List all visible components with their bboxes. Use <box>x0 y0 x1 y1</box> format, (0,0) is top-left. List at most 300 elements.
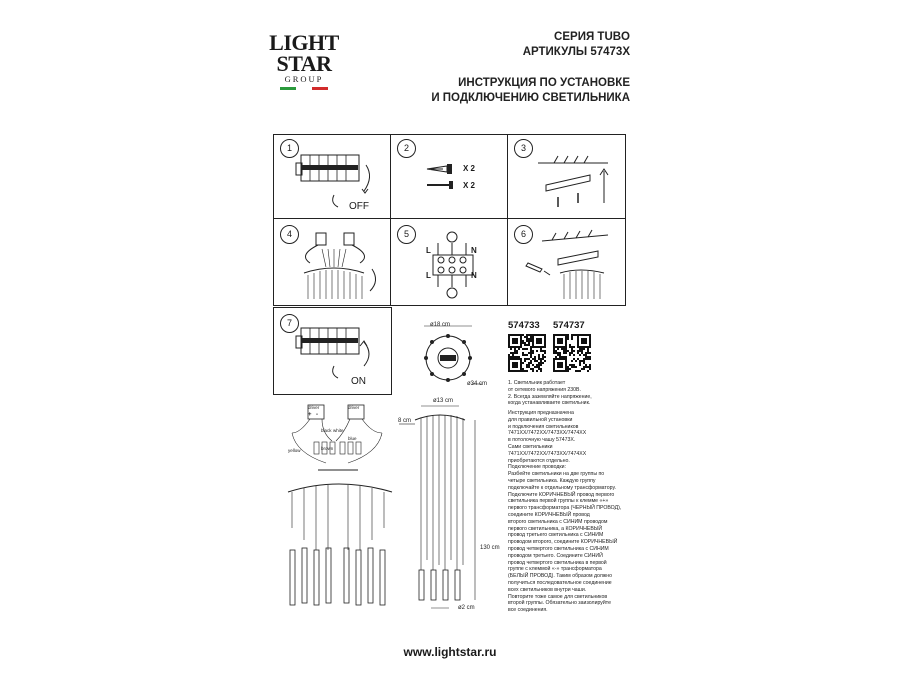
qr-module <box>540 342 542 344</box>
qr-module <box>516 362 518 364</box>
qr-module <box>587 356 589 358</box>
qr-module <box>520 370 522 372</box>
qr-module <box>520 346 522 348</box>
qr-module <box>536 370 538 372</box>
qr-module <box>538 368 540 370</box>
qr-module <box>581 360 583 362</box>
qr-module <box>538 340 540 342</box>
qr-module <box>530 350 532 352</box>
qr-module <box>583 358 585 360</box>
qr-module <box>520 340 522 342</box>
qr-module <box>561 342 563 344</box>
qr-module <box>577 336 579 338</box>
qr-module <box>536 338 538 340</box>
qr-module <box>571 334 573 336</box>
qr-module <box>540 358 542 360</box>
qr-module <box>532 370 534 372</box>
qr-module <box>553 368 555 370</box>
qr-module <box>520 342 522 344</box>
qr-module <box>573 346 575 348</box>
qr-module <box>522 340 524 342</box>
instruction-line: первого трансформатора (ЧЕРНЫЙ ПРОВОД), <box>508 505 622 512</box>
note-line: 1. Светильник работает <box>508 380 566 386</box>
qr-module <box>561 356 563 358</box>
qr-module <box>520 336 522 338</box>
qr-module <box>565 362 567 364</box>
qr-module <box>524 344 526 346</box>
qr-module <box>581 350 583 352</box>
qr-module <box>544 338 546 340</box>
series-title: СЕРИЯ TUBO <box>554 31 630 43</box>
qr-module <box>577 352 579 354</box>
qr-module <box>528 364 530 366</box>
qr-module <box>512 358 514 360</box>
qr-module <box>569 364 571 366</box>
qr-module <box>565 342 567 344</box>
qr-module <box>538 356 540 358</box>
qr-module <box>520 368 522 370</box>
qr-module <box>575 366 577 368</box>
qr-module <box>518 358 520 360</box>
qr-module <box>508 338 510 340</box>
qr-module <box>514 364 516 366</box>
qr-module <box>528 342 530 344</box>
qr-module <box>565 366 567 368</box>
qr-module <box>540 370 542 372</box>
qr-module <box>518 370 520 372</box>
qr-module <box>508 336 510 338</box>
qr-module <box>516 346 518 348</box>
canopy-diameter: ø18 cm <box>430 322 451 328</box>
qr-module <box>577 370 579 372</box>
qr-module <box>587 352 589 354</box>
qr-module <box>563 350 565 352</box>
qr-module <box>544 334 546 336</box>
qr-module <box>573 366 575 368</box>
instruction-line: и подключения светильников <box>508 423 579 430</box>
wire-brown-label: brown <box>321 446 334 451</box>
qr-module <box>532 344 534 346</box>
qr-module <box>565 334 567 336</box>
qr-module <box>536 340 538 342</box>
qr-module <box>530 360 532 362</box>
qr-module <box>581 346 583 348</box>
instruction-line: проводом третьего. Соедините СИНИЙ <box>508 552 603 559</box>
qr-module <box>571 364 573 366</box>
qr-module <box>583 362 585 364</box>
qr-module <box>540 368 542 370</box>
qr-module <box>585 358 587 360</box>
qr-module <box>553 366 555 368</box>
qr-module <box>526 364 528 366</box>
qr-module <box>589 336 591 338</box>
qr-module <box>579 348 581 350</box>
qr-module <box>589 342 591 344</box>
wire-blue-label: blue <box>348 436 357 441</box>
qr-module <box>514 358 516 360</box>
qr-module <box>508 366 510 368</box>
qr-module <box>516 356 518 358</box>
qr-module <box>585 340 587 342</box>
breaker-on-icon <box>274 308 391 394</box>
qr-module <box>575 360 577 362</box>
tube-diameter: ø2 cm <box>458 605 475 611</box>
instruction-line: соедините КОРИЧНЕВЫЙ провод <box>508 511 590 518</box>
qr-module <box>514 362 516 364</box>
qr-module <box>561 358 563 360</box>
instruction-line: второй группы. Обязательно заизолируйте <box>508 600 611 607</box>
qr-module <box>542 356 544 358</box>
qr-module <box>579 350 581 352</box>
qr-module <box>565 344 567 346</box>
wire-black-label: black <box>321 428 332 433</box>
qr-module <box>561 364 563 366</box>
qr-module <box>557 364 559 366</box>
qr-module <box>514 370 516 372</box>
qr-module <box>514 346 516 348</box>
step-7-panel <box>273 307 392 395</box>
qr-module <box>571 346 573 348</box>
qr-module <box>536 366 538 368</box>
qr-module <box>583 360 585 362</box>
qr-module <box>567 370 569 372</box>
qr-module <box>540 348 542 350</box>
qr-module <box>536 334 538 336</box>
offset-dimension: 8 cm <box>398 418 412 424</box>
qr-module <box>518 348 520 350</box>
qr-module <box>559 356 561 358</box>
qr-module <box>530 334 532 336</box>
driver-label-2: driver <box>348 405 360 410</box>
safety-notes <box>508 380 592 407</box>
qr-module <box>555 334 557 336</box>
instruction-line: светильника первой группы к клемме «+» <box>508 498 609 505</box>
qr-module <box>518 356 520 358</box>
qr-module <box>587 350 589 352</box>
qr-module <box>532 342 534 344</box>
qr-module <box>585 338 587 340</box>
qr-module <box>532 358 534 360</box>
top-diameter: ø13 cm <box>433 398 454 404</box>
qr-module <box>569 344 571 346</box>
qr-module <box>575 370 577 372</box>
qr-module <box>512 370 514 372</box>
qr-module <box>577 358 579 360</box>
qr-module <box>518 346 520 348</box>
qr-module <box>534 346 536 348</box>
qr-module <box>553 336 555 338</box>
qr-module <box>559 354 561 356</box>
qr-module <box>544 340 546 342</box>
qr-module <box>563 370 565 372</box>
qr-module <box>514 356 516 358</box>
instruction-line: первого светильника, а КОРИЧНЕВЫЙ <box>508 525 603 532</box>
qr-module <box>557 338 559 340</box>
qr-module <box>561 334 563 336</box>
qr-module <box>563 358 565 360</box>
dowel-screw-icon <box>391 135 508 219</box>
qr-module <box>585 346 587 348</box>
qr-module <box>559 334 561 336</box>
instruction-line: Инструкция предназначена <box>508 410 574 416</box>
qr-module <box>516 358 518 360</box>
qr-module <box>563 356 565 358</box>
qr-module <box>524 370 526 372</box>
qr-module <box>577 346 579 348</box>
qr-module <box>557 370 559 372</box>
qr-module <box>508 368 510 370</box>
spread-diameter: ø34 cm <box>467 381 488 387</box>
qr-module <box>587 358 589 360</box>
note-line: 2. Всегда заземляйте напряжение, <box>508 393 592 400</box>
qr-module <box>571 350 573 352</box>
qr-module <box>557 334 559 336</box>
qr-module <box>510 356 512 358</box>
qr-module <box>512 362 514 364</box>
qr-module <box>528 344 530 346</box>
instruction-line: (БЕЛЫЙ ПРОВОД). Таким образом должно <box>508 573 613 580</box>
instruction-line: получиться последовательное соединение <box>508 579 612 586</box>
instruction-line: 7471XX/7472XX/7473XX/7474XX <box>508 450 587 457</box>
qr-module <box>587 346 589 348</box>
qr-module <box>530 368 532 370</box>
qr-module <box>553 364 555 366</box>
qr-module <box>530 346 532 348</box>
qr-module <box>561 370 563 372</box>
qr-module <box>540 346 542 348</box>
instruction-line: Подключение проводки: <box>508 464 567 471</box>
qr-module <box>561 340 563 342</box>
qr-module <box>555 358 557 360</box>
qr-module <box>512 366 514 368</box>
brand-logo <box>268 32 340 90</box>
qr-module <box>589 344 591 346</box>
qr-module <box>508 342 510 344</box>
qr-module <box>559 342 561 344</box>
qr-module <box>536 364 538 366</box>
qr-module <box>579 364 581 366</box>
qr-module <box>532 338 534 340</box>
qr-module <box>589 356 591 358</box>
qr-module <box>557 348 559 350</box>
live-label: L <box>426 246 431 255</box>
qr-module <box>522 334 524 336</box>
qr-module <box>542 358 544 360</box>
instruction-line: Подключите КОРИЧНЕВЫЙ провод первого <box>508 491 615 498</box>
qr-module <box>508 370 510 372</box>
qr-module <box>579 334 581 336</box>
qr-module <box>571 338 573 340</box>
qr-module <box>534 360 536 362</box>
qr-module <box>563 348 565 350</box>
qr-module <box>553 360 555 362</box>
qr-module <box>555 356 557 358</box>
qr-module <box>536 350 538 352</box>
qr-module <box>553 342 555 344</box>
qr-module <box>524 342 526 344</box>
qr-module <box>522 370 524 372</box>
qr-module <box>581 352 583 354</box>
qr-module <box>514 366 516 368</box>
qr-module <box>565 352 567 354</box>
qr-module <box>522 352 524 354</box>
qr-module <box>587 370 589 372</box>
qr-module <box>565 336 567 338</box>
qr-module <box>553 350 555 352</box>
qr-module <box>512 338 514 340</box>
qr-module <box>571 348 573 350</box>
qr-code-1[interactable] <box>508 334 546 372</box>
qr-module <box>522 348 524 350</box>
qr-module <box>587 348 589 350</box>
qr-module <box>540 338 542 340</box>
qr-module <box>573 364 575 366</box>
qr-module <box>563 352 565 354</box>
instruction-line: группе с клеммой «-» трансформатора <box>508 566 602 573</box>
qr-module <box>530 362 532 364</box>
qr-module <box>544 336 546 338</box>
qr-module <box>528 338 530 340</box>
qr-module <box>583 340 585 342</box>
qr-module <box>514 338 516 340</box>
qr-module <box>544 356 546 358</box>
qr-module <box>516 370 518 372</box>
qr-module <box>559 366 561 368</box>
qr-module <box>526 344 528 346</box>
wire-white-label: white <box>333 428 344 433</box>
qr-module <box>516 366 518 368</box>
qr-module <box>583 342 585 344</box>
qr-module <box>514 342 516 344</box>
qr-module <box>583 346 585 348</box>
logo-line-3: GROUP <box>284 74 324 84</box>
step-number: 1 <box>280 139 299 158</box>
qr-module <box>567 334 569 336</box>
qr-module <box>589 338 591 340</box>
qr-module <box>538 342 540 344</box>
qr-module <box>565 338 567 340</box>
qr-module <box>510 348 512 350</box>
logo-line-1: LIGHT <box>269 30 339 55</box>
qr-module <box>510 352 512 354</box>
dowel-count: X 2 <box>463 164 476 173</box>
qr-module <box>524 354 526 356</box>
wiring-instructions <box>508 410 628 614</box>
instruction-title-1: ИНСТРУКЦИЯ ПО УСТАНОВКЕ <box>458 77 630 89</box>
qr-module <box>516 350 518 352</box>
qr-module <box>561 338 563 340</box>
qr-module <box>508 354 510 356</box>
instruction-line: все соединения. <box>508 607 548 614</box>
qr-module <box>559 352 561 354</box>
qr-module <box>516 334 518 336</box>
qr-module <box>508 364 510 366</box>
instruction-line: приобретаются отдельно. <box>508 457 570 464</box>
qr-module <box>557 362 559 364</box>
qr-module <box>520 362 522 364</box>
qr-module <box>544 352 546 354</box>
qr-module <box>585 334 587 336</box>
qr-module <box>510 358 512 360</box>
qr-module <box>565 346 567 348</box>
qr-code-label-2: 574737 <box>553 320 585 331</box>
qr-code-2[interactable] <box>553 334 591 372</box>
instruction-line: проводом второго, соедините КОРИЧНЕВЫЙ <box>508 539 618 546</box>
qr-module <box>577 340 579 342</box>
qr-module <box>532 364 534 366</box>
qr-module <box>573 354 575 356</box>
qr-module <box>555 352 557 354</box>
qr-module <box>557 340 559 342</box>
qr-module <box>532 334 534 336</box>
qr-module <box>542 334 544 336</box>
qr-module <box>524 358 526 360</box>
qr-module <box>553 352 555 354</box>
italian-flag-icon <box>280 87 328 90</box>
qr-module <box>589 366 591 368</box>
qr-module <box>508 344 510 346</box>
qr-module <box>514 352 516 354</box>
mount-bracket-icon <box>508 135 625 219</box>
qr-module <box>532 340 534 342</box>
qr-module <box>526 338 528 340</box>
step-number: 4 <box>280 225 299 244</box>
qr-module <box>559 358 561 360</box>
qr-module <box>530 354 532 356</box>
plus-terminal: + <box>308 412 312 418</box>
qr-module <box>508 358 510 360</box>
qr-module <box>557 358 559 360</box>
qr-module <box>581 368 583 370</box>
qr-module <box>559 362 561 364</box>
qr-module <box>528 362 530 364</box>
step-3-panel <box>507 134 626 220</box>
qr-module <box>508 334 510 336</box>
qr-module <box>581 338 583 340</box>
qr-module <box>585 356 587 358</box>
qr-module <box>563 346 565 348</box>
instruction-line: подключайте к отдельному трансформатору. <box>508 484 616 491</box>
wire-yellow-label: yellow <box>288 448 301 453</box>
qr-module <box>530 352 532 354</box>
on-label: ON <box>351 376 366 387</box>
qr-module <box>559 364 561 366</box>
qr-module <box>589 334 591 336</box>
step-number: 6 <box>514 225 533 244</box>
qr-module <box>583 348 585 350</box>
instruction-line: Повторите тоже самое для светильников <box>508 593 608 600</box>
qr-module <box>561 366 563 368</box>
qr-module <box>553 348 555 350</box>
qr-module <box>524 348 526 350</box>
website-url[interactable]: www.lightstar.ru <box>403 645 497 659</box>
qr-module <box>544 344 546 346</box>
qr-module <box>579 362 581 364</box>
qr-module <box>579 354 581 356</box>
qr-module <box>530 340 532 342</box>
qr-module <box>520 360 522 362</box>
qr-module <box>526 354 528 356</box>
qr-module <box>534 358 536 360</box>
step-5-panel <box>390 218 509 306</box>
qr-module <box>569 354 571 356</box>
qr-module <box>532 346 534 348</box>
qr-module <box>516 364 518 366</box>
terminal-block-icon <box>391 219 508 305</box>
screw-count: X 2 <box>463 181 476 190</box>
qr-module <box>583 366 585 368</box>
qr-module <box>569 368 571 370</box>
